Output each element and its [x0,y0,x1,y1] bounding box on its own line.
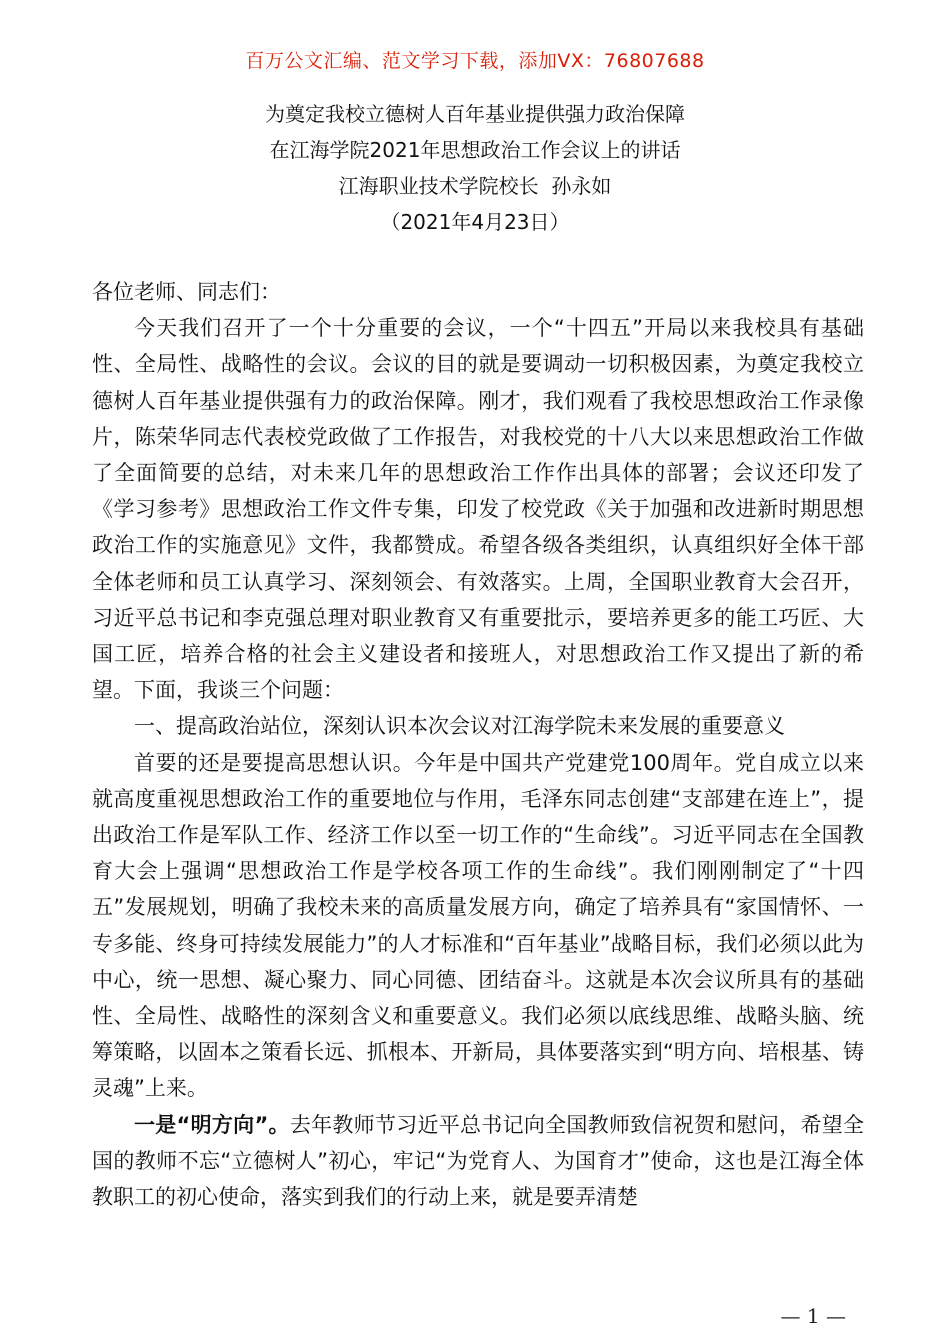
paragraph-3-text: 去年教师节习近平总书记向全国教师致信祝贺和慰问，希望全国的教师不忘“立德树人”初心，牢记“为党育人、为国育才”使命，这也是江海全体教职工的初心使命，落实到我们的行动上来，就是要弄清楚 [92,1112,864,1210]
watermark-banner: 百万公文汇编、范文学习下载，添加VX：76807688 [245,50,705,72]
speech-title: 为奠定我校立德树人百年基业提供强力政治保障 [265,102,685,126]
paragraph-1: 今天我们召开了一个十分重要的会议，一个“十四五”开局以来我校具有基础性、全局性、战略性的会议。会议的目的就是要调动一切积极因素，为奠定我校立德树人百年基业提供强有力的政治保障。刚才，我们观看了我校思想政治工作录像片，陈荣华同志代表校党政做了工作报告，对我校党的十八大以来思想政治工作做了全面简要的总结，对未来几年的思想政治工作作出具体的部署；会议还印发了《学习参考》思想政治工作文件专集，印发了校党政《关于加强和改进新时期思想政治工作的实施意见》文件，我都赞成。希望各级各类组织，认真组织好全体干部全体老师和员工认真学习、深刻领会、有效落实。上周，全国职业教育大会召开，习近平总书记和李克强总理对职业教育又有重要批示，要培养更多的能工巧匠、大国工匠，培养合格的社会主义建设者和接班人，对思想政治工作又提出了新的希望。下面，我谈三个问题： [92,316,864,703]
page-number: — 1 — [780,1304,846,1328]
paragraph-2: 首要的还是要提高思想认识。今年是中国共产党建党100周年。党自成立以来就高度重视思想政治工作的重要地位与作用，毛泽东同志创建“支部建在连上”，提出政治工作是军队工作、经济工作以至一切工作的“生命线”。习近平同志在全国教育大会上强调“思想政治工作是学校各项工作的生命线”。我们刚刚制定了“十四五”发展规划，明确了我校未来的高质量发展方向，确定了培养具有“家国情怀、一专多能、终身可持续发展能力”的人才标准和“百年基业”战略目标，我们必须以此为中心，统一思想、凝心聚力、同心同德、团结奋斗。这就是本次会议所具有的基础性、全局性、战略性的深刻含义和重要意义。我们必须以底线思维、战略头脑、统筹策略，以固本之策看长远、抓根本、开新局，具体要落实到“明方向、培根基、铸灵魂”上来。 [92,750,864,1101]
speaker-line: 江海职业技术学院校长 孙永如 [338,174,612,198]
paragraph-3 [92,1107,864,1216]
speech-body [92,274,864,1215]
salutation: 各位老师、同志们： [92,280,281,304]
speech-subtitle: 在江海学院2021年思想政治工作会议上的讲话 [269,138,681,162]
title-block [0,96,950,240]
section-heading-1: 一、提高政治站位，深刻认识本次会议对江海学院未来发展的重要意义 [134,714,785,739]
paragraph-3-lead: 一是“明方向”。 [134,1112,290,1137]
speech-date: （2021年4月23日） [380,210,570,234]
